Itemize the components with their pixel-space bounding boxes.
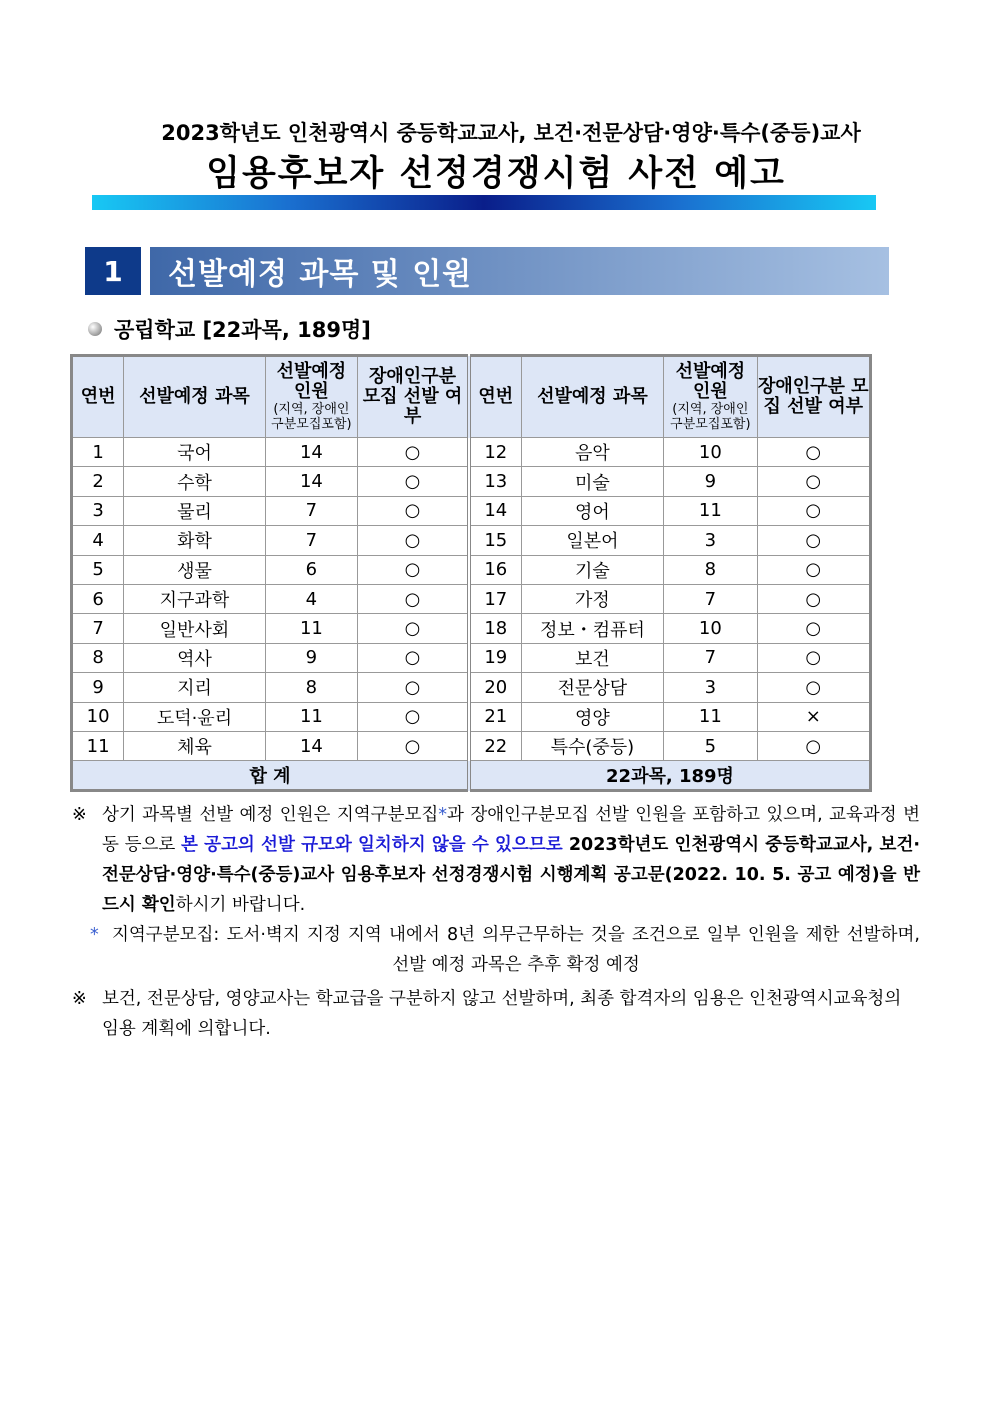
table-row [72,731,871,760]
cell-count: 10 [664,614,757,643]
cell-count: 7 [664,584,757,613]
cell-subject: 영어 [521,496,664,525]
note-1-text [102,800,920,920]
cell-count: 6 [265,555,357,584]
cell-count: 10 [664,438,757,467]
cell-count: 9 [664,467,757,496]
bullet-icon [88,322,102,336]
cell-subject: 영양 [521,702,664,731]
cell-count: 14 [265,731,357,760]
title-gradient-bar [92,195,876,210]
note-emphasis: 본 공고의 선발 규모와 일치하지 않을 수 있으므로 [181,835,563,855]
cell-no: 11 [72,731,124,760]
cell-disabled: ○ [358,614,469,643]
cell-disabled: ○ [358,526,469,555]
note-1 [72,800,920,920]
subheading-text: 공립학교 [22과목, 189명] [114,318,371,342]
cell-subject: 역사 [124,643,266,672]
header-subject: 선발예정 과목 [521,356,664,438]
cell-no: 20 [469,673,521,702]
notes [72,800,920,1044]
title-line2: 임용후보자 선정경쟁시험 사전 예고 [206,154,786,194]
cell-disabled: ○ [757,584,870,613]
cell-no: 19 [469,643,521,672]
cell-no: 2 [72,467,124,496]
cell-no: 13 [469,467,521,496]
asterisk: * [438,805,448,825]
cell-subject: 지구과학 [124,584,266,613]
cell-subject: 정보・컴퓨터 [521,614,664,643]
header-disabled: 장애인구분 모집 선발 여부 [757,356,870,438]
cell-subject: 미술 [521,467,664,496]
cell-count: 3 [664,673,757,702]
total-row [72,761,871,791]
table-row [72,702,871,731]
header-no: 연번 [72,356,124,438]
cell-no: 5 [72,555,124,584]
table-row [72,526,871,555]
cell-no: 9 [72,673,124,702]
cell-count: 3 [664,526,757,555]
cell-no: 22 [469,731,521,760]
header-count-note: (지역, 장애인 구분모집포함) [271,402,352,432]
table-row [72,643,871,672]
cell-count: 7 [664,643,757,672]
cell-disabled: ○ [358,496,469,525]
header-count-note: (지역, 장애인 구분모집포함) [670,402,751,432]
table-row [72,614,871,643]
cell-disabled: ○ [757,438,870,467]
cell-no: 18 [469,614,521,643]
cell-disabled: ○ [358,702,469,731]
cell-count: 14 [265,467,357,496]
cell-no: 4 [72,526,124,555]
note-2-text: 지역구분모집: 도서·벽지 지정 지역 내에서 8년 의무근무하는 것을 조건으로 일부 인원을 제한 선발하며, 선발 예정 과목은 추후 확정 예정 [112,925,920,975]
subject-table [70,354,872,792]
cell-no: 10 [72,702,124,731]
cell-disabled: ○ [358,731,469,760]
cell-count: 9 [265,643,357,672]
cell-subject: 일반사회 [124,614,266,643]
section-number: 1 [85,247,141,295]
cell-no: 1 [72,438,124,467]
title-line1: 2023학년도 인천광역시 중등학교교사, 보건·전문상담·영양·특수(중등)교사 [161,121,861,145]
table-row [72,673,871,702]
cell-subject: 기술 [521,555,664,584]
note-2 [72,920,920,980]
cell-subject: 수학 [124,467,266,496]
section-title: 선발예정 과목 및 인원 [150,247,889,295]
table-row [72,555,871,584]
header-count [265,356,357,438]
note-mark: ※ [72,805,87,825]
cell-subject: 가정 [521,584,664,613]
cell-count: 5 [664,731,757,760]
cell-no: 12 [469,438,521,467]
cell-count: 4 [265,584,357,613]
cell-subject: 국어 [124,438,266,467]
cell-subject: 일본어 [521,526,664,555]
cell-subject: 전문상담 [521,673,664,702]
note-text: 하시기 바랍니다. [175,895,306,915]
cell-disabled: × [757,702,870,731]
cell-subject: 생물 [124,555,266,584]
header-count-label: 선발예정 인원 [675,361,746,402]
cell-count: 11 [664,496,757,525]
cell-disabled: ○ [358,438,469,467]
cell-count: 11 [664,702,757,731]
cell-no: 8 [72,643,124,672]
cell-subject: 화학 [124,526,266,555]
cell-subject: 도덕·윤리 [124,702,266,731]
cell-count: 7 [265,526,357,555]
cell-count: 14 [265,438,357,467]
note-3 [72,984,920,1044]
cell-disabled: ○ [358,673,469,702]
cell-disabled: ○ [757,555,870,584]
cell-no: 21 [469,702,521,731]
cell-no: 14 [469,496,521,525]
cell-disabled: ○ [757,614,870,643]
cell-no: 7 [72,614,124,643]
cell-disabled: ○ [757,731,870,760]
note-text: 과 장애인구분모집 선발 인원을 포함하고 있으며, 교육과정 변동 등으로 [102,805,920,855]
cell-subject: 특수(중등) [521,731,664,760]
note-3-text: 보건, 전문상담, 영양교사는 학교급을 구분하지 않고 선발하며, 최종 합격자의 임용은 인천광역시교육청의 임용 계획에 의합니다. [102,989,902,1039]
cell-disabled: ○ [757,643,870,672]
cell-subject: 보건 [521,643,664,672]
asterisk: * [90,925,99,945]
cell-disabled: ○ [358,555,469,584]
cell-disabled: ○ [358,643,469,672]
cell-no: 15 [469,526,521,555]
header-disabled: 장애인구분 모집 선발 여부 [358,356,469,438]
subheading [88,314,371,344]
cell-disabled: ○ [757,467,870,496]
table-row [72,438,871,467]
header-count-label: 선발예정 인원 [276,361,347,402]
cell-disabled: ○ [358,467,469,496]
header-no: 연번 [469,356,521,438]
cell-no: 16 [469,555,521,584]
cell-subject: 음악 [521,438,664,467]
total-value: 22과목, 189명 [469,761,871,791]
cell-disabled: ○ [757,496,870,525]
table-row [72,584,871,613]
cell-disabled: ○ [757,673,870,702]
cell-disabled: ○ [358,584,469,613]
table-row [72,496,871,525]
cell-count: 8 [265,673,357,702]
total-label: 합 계 [72,761,469,791]
cell-count: 11 [265,614,357,643]
header-count [664,356,757,438]
cell-count: 7 [265,496,357,525]
cell-no: 17 [469,584,521,613]
table-row [72,467,871,496]
note-bold: 2023학년도 인천광역시 중등학교교사, 보건·전문상담·영양·특수(중등)교사 임용후보자 선정경쟁시험 시행계획 공고문(2022. 10. 5. 공고 예정)을 반드시 확인 [102,835,920,915]
cell-disabled: ○ [757,526,870,555]
cell-count: 11 [265,702,357,731]
header-subject: 선발예정 과목 [124,356,266,438]
cell-subject: 지리 [124,673,266,702]
cell-subject: 체육 [124,731,266,760]
note-mark: ※ [72,989,87,1009]
note-text: 상기 과목별 선발 예정 인원은 지역구분모집 [102,805,439,825]
cell-subject: 물리 [124,496,266,525]
cell-no: 3 [72,496,124,525]
cell-count: 8 [664,555,757,584]
cell-no: 6 [72,584,124,613]
